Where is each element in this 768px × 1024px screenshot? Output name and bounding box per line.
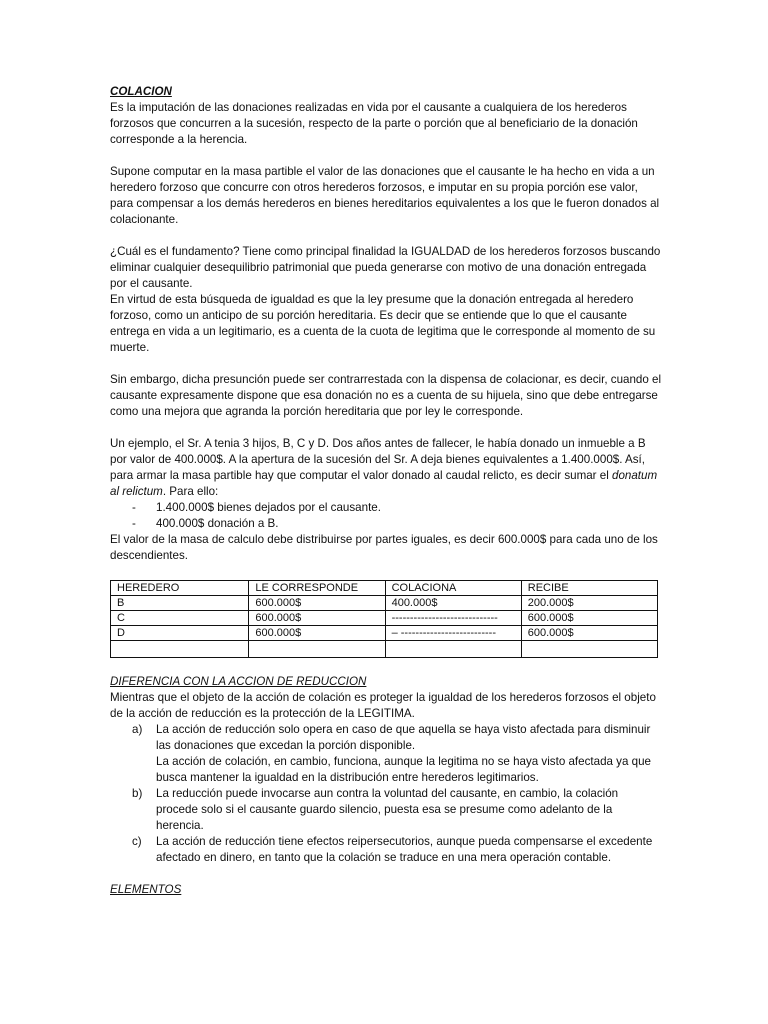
- presumption-paragraph: En virtud de esta búsqueda de igualdad es que la ley presume que la donación entregada al heredero forzoso, como un anticipo de su porción hereditaria. Es decir que se entiende que lo que el causante entrega en vida a un legitimario, es a cuenta de la cuota de legitima que le corresponde al momento de su muerte.: [110, 293, 656, 354]
- list-item: - 400.000$ donación a B.: [132, 517, 279, 530]
- dispensa-paragraph: Sin embargo, dicha presunción puede ser contrarrestada con la dispensa de colacionar, es decir, cuando el causante expresamente dispone que esa donación no es a cuenta de su hijuela, sino que debe entregarse como una mejora que agranda la porción hereditaria que por ley le corresponde.: [110, 373, 662, 418]
- example-list: [110, 500, 662, 532]
- table-cell: 400.000$: [385, 596, 521, 611]
- list-item: c) La acción de reducción tiene efectos reipersecutorios, aunque pueda compensarse el excedente afectado en dinero, en tanto que la colación se traduce en una mera operación contable.: [132, 835, 653, 864]
- table-header-cell: COLACIONA: [385, 581, 521, 596]
- example-text-a: Un ejemplo, el Sr. A tenia 3 hijos, B, C y D. Dos años antes de fallecer, le había donado un inmueble a B por valor de 400.000$. A la apertura de la sucesión del Sr. A deja bienes equivalentes a 1.400.000$. Así, para armar la masa partible hay que computar el valor donado al caudal relicto, es decir sumar el: [110, 437, 646, 482]
- inheritance-table: [110, 580, 658, 658]
- table-cell: 600.000$: [249, 626, 385, 641]
- example-paragraph: [110, 436, 662, 500]
- section-heading-elementos: ELEMENTOS: [110, 883, 182, 896]
- list-marker: b): [132, 787, 143, 800]
- difference-list: [110, 722, 662, 866]
- table-cell: [111, 641, 249, 658]
- dash-marker: -: [132, 517, 136, 530]
- table-cell: -----------------------------: [385, 611, 521, 626]
- table-header-cell: HEREDERO: [111, 581, 249, 596]
- table-header-cell: RECIBE: [521, 581, 657, 596]
- list-marker: a): [132, 723, 143, 736]
- table-cell: [385, 641, 521, 658]
- computation-paragraph: Supone computar en la masa partible el valor de las donaciones que el causante le ha hecho en vida a un heredero forzoso que concurre con otros herederos forzosos, e imputar en su propia porción ese valor, para compensar a los demás herederos en bienes hereditarios equivalentes a los que le fueron donados al colacionante.: [110, 165, 660, 226]
- list-item: b) La reducción puede invocarse aun contra la voluntad del causante, en cambio, la colación procede solo si el causante guardo silencio, puesta esa se presume como adelanto de la herencia.: [132, 787, 619, 832]
- list-item: a) La acción de reducción solo opera en caso de que aquella se haya visto afectada para disminuir las donaciones que excedan la porción disponible. La acción de colación, en cambio, funciona, aunque la legitima no se haya visto afectada ya que busca mantener la igualdad en la distribución entre herederos legitimarios.: [132, 723, 651, 784]
- example-text-b: . Para ello:: [162, 485, 219, 498]
- table-cell: [249, 641, 385, 658]
- document-body: [110, 84, 662, 898]
- table-cell: 200.000$: [521, 596, 657, 611]
- dash-marker: -: [132, 501, 136, 514]
- table-row: [111, 611, 658, 626]
- table-cell: 600.000$: [249, 596, 385, 611]
- table-cell: B: [111, 596, 249, 611]
- foundation-paragraph: ¿Cuál es el fundamento? Tiene como principal finalidad la IGUALDAD de los herederos forzosos buscando eliminar cualquier desequilibrio patrimonial que pueda generarse con motivo de una donación entregada por el causante.: [110, 245, 661, 290]
- table-cell: C: [111, 611, 249, 626]
- section-heading-diferencia: DIFERENCIA CON LA ACCION DE REDUCCION: [110, 675, 367, 688]
- list-marker: c): [132, 835, 142, 848]
- table-row: [111, 596, 658, 611]
- table-header-cell: LE CORRESPONDE: [249, 581, 385, 596]
- table-cell: 600.000$: [521, 626, 657, 641]
- table-cell: 600.000$: [521, 611, 657, 626]
- table-cell: – --------------------------: [385, 626, 521, 641]
- table-cell: [521, 641, 657, 658]
- page-title: COLACION: [110, 85, 172, 98]
- list-item: - 1.400.000$ bienes dejados por el causante.: [132, 501, 381, 514]
- distribution-paragraph: El valor de la masa de calculo debe distribuirse por partes iguales, es decir 600.000$ para cada uno de los descendientes.: [110, 533, 658, 562]
- table-row: [111, 641, 658, 658]
- example-latin-term: donatum al relictum: [110, 469, 658, 498]
- difference-paragraph: Mientras que el objeto de la acción de colación es proteger la igualdad de los herederos forzosos el objeto de la acción de reducción es la protección de la LEGITIMA.: [110, 691, 656, 720]
- definition-paragraph: Es la imputación de las donaciones realizadas en vida por el causante a cualquiera de los herederos forzosos que concurren a la sucesión, respecto de la parte o porción que al beneficiario de la donación corresponde a la herencia.: [110, 101, 638, 146]
- table-cell: 600.000$: [249, 611, 385, 626]
- table-header-row: [111, 581, 658, 596]
- table-row: [111, 626, 658, 641]
- table-cell: D: [111, 626, 249, 641]
